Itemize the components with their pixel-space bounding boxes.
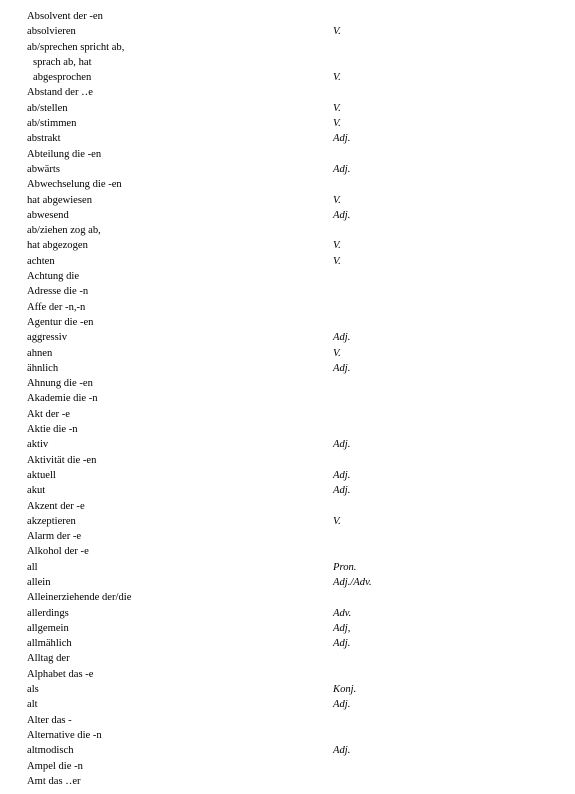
entry-word: hat abgewiesen — [27, 194, 93, 206]
vocabulary-entry — [27, 422, 547, 437]
entry-word: Abstand der ‥e — [27, 87, 93, 99]
vocabulary-entry — [27, 468, 547, 483]
entry-word: allgemein — [27, 622, 69, 634]
entry-part-of-speech: Adj. — [333, 745, 351, 757]
vocabulary-entry — [27, 330, 547, 345]
vocabulary-entry — [27, 208, 547, 223]
vocabulary-entry — [27, 24, 547, 39]
entry-word: Alter das - — [27, 714, 72, 726]
entry-word: Affe der -n,-n — [27, 301, 86, 313]
vocabulary-entry — [27, 193, 547, 208]
vocabulary-entry — [27, 453, 547, 468]
entry-part-of-speech: V. — [333, 118, 341, 130]
entry-word: Alleinerziehende der/die — [27, 592, 132, 604]
vocabulary-entry — [27, 407, 547, 422]
entry-word: Akademie die -n — [27, 393, 98, 405]
entry-word: ab/ziehen zog ab, — [27, 225, 101, 237]
entry-word: akut — [27, 485, 46, 497]
entry-word: Aktivität die -en — [27, 454, 97, 466]
entry-word: Adresse die -n — [27, 286, 89, 298]
entry-word: Akzent der -e — [27, 500, 85, 512]
vocabulary-entry — [27, 667, 547, 682]
vocabulary-entry — [27, 40, 547, 55]
vocabulary-entry — [27, 376, 547, 391]
entry-word: Alarm der -e — [27, 531, 82, 543]
entry-part-of-speech: Konj. — [333, 684, 357, 696]
vocabulary-entry — [27, 162, 547, 177]
entry-part-of-speech: Adv. — [333, 607, 352, 619]
entry-part-of-speech: V. — [333, 72, 341, 84]
vocabulary-entry — [27, 590, 547, 605]
entry-word: all — [27, 561, 38, 573]
vocabulary-entry — [27, 85, 547, 100]
entry-word: Agentur die -en — [27, 316, 94, 328]
vocabulary-entry — [27, 177, 547, 192]
entry-part-of-speech: Adj. — [333, 163, 351, 175]
entry-part-of-speech: Adj. — [333, 638, 351, 650]
entry-word: sprach ab, hat — [33, 56, 92, 68]
entry-word: aktiv — [27, 439, 49, 451]
entry-word: allerdings — [27, 607, 69, 619]
vocabulary-entry — [27, 682, 547, 697]
vocabulary-entry — [27, 636, 547, 651]
entry-word: abgesprochen — [33, 72, 92, 84]
entry-word: Absolvent der -en — [27, 11, 103, 22]
vocabulary-entry — [27, 529, 547, 544]
vocabulary-entry — [27, 346, 547, 361]
vocabulary-entry — [27, 437, 547, 452]
vocabulary-entry — [27, 315, 547, 330]
entry-part-of-speech: Pron. — [333, 561, 357, 573]
entry-word: Aktie die -n — [27, 424, 78, 436]
entry-word: ab/sprechen spricht ab, — [27, 41, 125, 53]
entry-word: alt — [27, 699, 38, 711]
vocabulary-entry — [27, 514, 547, 529]
entry-word: als — [27, 684, 39, 696]
entry-word: allein — [27, 576, 51, 588]
vocabulary-entry — [27, 713, 547, 728]
entry-part-of-speech: Adj./Adv. — [333, 576, 372, 588]
entry-word: Amt das ‥er — [27, 775, 81, 787]
entry-part-of-speech: Adj. — [333, 699, 351, 711]
vocabulary-entry — [27, 560, 547, 575]
vocabulary-entry — [27, 499, 547, 514]
entry-word: aktuell — [27, 469, 56, 481]
entry-word: ab/stimmen — [27, 118, 77, 130]
entry-word: Alkohol der -e — [27, 546, 89, 558]
vocabulary-entry — [27, 238, 547, 253]
vocabulary-entry — [27, 361, 547, 376]
entry-word: hat abgezogen — [27, 240, 88, 252]
entry-word: ähnlich — [27, 362, 59, 374]
vocabulary-entry — [27, 269, 547, 284]
entry-word: achten — [27, 255, 55, 267]
entry-word: Abwechselung die -en — [27, 179, 122, 191]
vocabulary-entry — [27, 116, 547, 131]
vocabulary-entry — [27, 101, 547, 116]
entry-word: Ampel die -n — [27, 760, 83, 772]
vocabulary-entry — [27, 728, 547, 743]
entry-part-of-speech: Adj, — [333, 622, 351, 634]
entry-word: Ahnung die -en — [27, 378, 93, 390]
vocabulary-entry — [27, 544, 547, 559]
vocabulary-entry — [27, 254, 547, 269]
vocabulary-entry — [27, 651, 547, 666]
vocabulary-entry — [27, 70, 547, 85]
entry-part-of-speech: Adj. — [333, 469, 351, 481]
entry-part-of-speech: V. — [333, 515, 341, 527]
entry-word: Akt der -e — [27, 408, 70, 420]
entry-part-of-speech: V. — [333, 347, 341, 359]
vocabulary-entry — [27, 55, 547, 70]
entry-word: absolvieren — [27, 26, 76, 38]
vocabulary-entry — [27, 223, 547, 238]
vocabulary-entry — [27, 147, 547, 162]
entry-word: Alphabet das -e — [27, 668, 94, 680]
entry-word: abstrakt — [27, 133, 61, 145]
entry-part-of-speech: Adj. — [333, 439, 351, 451]
entry-word: ab/stellen — [27, 102, 68, 114]
entry-word: akzeptieren — [27, 515, 76, 527]
vocabulary-entry — [27, 483, 547, 498]
entry-word: altmodisch — [27, 745, 74, 757]
entry-part-of-speech: V. — [333, 194, 341, 206]
vocabulary-entry — [27, 300, 547, 315]
entry-word: Alltag der — [27, 653, 70, 665]
entry-word: allmählich — [27, 638, 72, 650]
entry-part-of-speech: V. — [333, 240, 341, 252]
entry-part-of-speech: V. — [333, 255, 341, 267]
entry-word: abwesend — [27, 209, 69, 221]
entry-part-of-speech: Adj. — [333, 485, 351, 497]
vocabulary-entry — [27, 9, 547, 24]
vocabulary-entry — [27, 697, 547, 712]
entry-word: aggressiv — [27, 332, 68, 344]
vocabulary-entry — [27, 743, 547, 758]
vocabulary-entry — [27, 621, 547, 636]
vocabulary-entry — [27, 759, 547, 774]
entry-word: Abteilung die -en — [27, 148, 102, 160]
entry-part-of-speech: Adj. — [333, 133, 351, 145]
vocabulary-list — [27, 9, 547, 789]
vocabulary-entry — [27, 575, 547, 590]
entry-word: abwärts — [27, 163, 60, 175]
entry-word: ahnen — [27, 347, 53, 359]
entry-part-of-speech: V. — [333, 102, 341, 114]
entry-word: Alternative die -n — [27, 729, 102, 741]
entry-part-of-speech: Adj. — [333, 362, 351, 374]
vocabulary-entry — [27, 774, 547, 789]
vocabulary-entry — [27, 284, 547, 299]
entry-part-of-speech: V. — [333, 26, 341, 38]
entry-part-of-speech: Adj. — [333, 209, 351, 221]
entry-word: Achtung die — [27, 271, 80, 283]
vocabulary-entry — [27, 391, 547, 406]
entry-part-of-speech: Adj. — [333, 332, 351, 344]
vocabulary-entry — [27, 131, 547, 146]
vocabulary-entry — [27, 606, 547, 621]
